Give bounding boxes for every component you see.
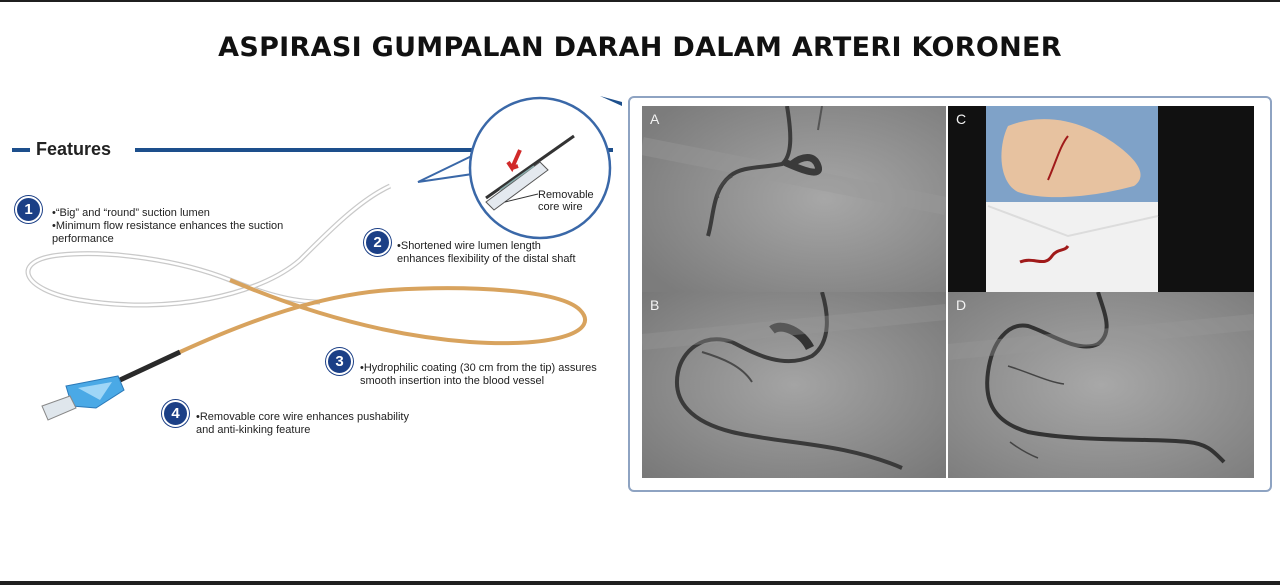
features-heading: Features xyxy=(36,139,112,159)
panel-b-letter: B xyxy=(650,297,660,313)
catheter-illustration xyxy=(0,90,626,450)
panel-c xyxy=(948,106,1254,292)
callout-line-1: Removable xyxy=(538,189,594,201)
feature-1-line-2: •Minimum flow resistance enhances the suction xyxy=(52,220,284,232)
panel-a xyxy=(642,106,946,292)
feature-text-1 xyxy=(52,207,283,246)
bottom-border xyxy=(0,581,1280,585)
feature-badge-2: 2 xyxy=(364,229,391,256)
panel-d xyxy=(948,292,1254,478)
feature-text-3 xyxy=(360,362,597,388)
feature-1-line-1: •“Big” and “round” suction lumen xyxy=(52,207,210,219)
panel-d-letter: D xyxy=(956,297,967,313)
panel-b-angiogram-image xyxy=(642,292,946,478)
top-border xyxy=(0,0,1280,2)
feature-badge-3: 3 xyxy=(326,348,353,375)
page-title: ASPIRASI GUMPALAN DARAH DALAM ARTERI KORONER xyxy=(218,32,1062,63)
panel-c-letter: C xyxy=(956,111,967,127)
feature-text-2 xyxy=(397,240,576,266)
feature-1-line-3: performance xyxy=(52,233,114,245)
panel-a-angiogram-image xyxy=(642,106,946,292)
feature-2-line-2: enhances flexibility of the distal shaft xyxy=(397,253,576,265)
panel-a-letter: A xyxy=(650,111,660,127)
feature-badge-4: 4 xyxy=(162,400,189,427)
feature-badge-1: 1 xyxy=(15,196,42,223)
feature-3-line-2: smooth insertion into the blood vessel xyxy=(360,375,545,387)
panel-d-angiogram-image xyxy=(948,292,1254,478)
panel-b xyxy=(642,292,946,478)
feature-4-line-1: •Removable core wire enhances pushability xyxy=(196,411,409,423)
feature-3-line-1: •Hydrophilic coating (30 cm from the tip) assures xyxy=(360,362,597,374)
panel-c-clot-photo xyxy=(948,106,1254,292)
callout-line-2: core wire xyxy=(538,201,583,213)
callout-label xyxy=(538,189,594,213)
feature-2-line-1: •Shortened wire lumen length xyxy=(397,240,541,252)
feature-4-line-2: and anti-kinking feature xyxy=(196,424,311,436)
feature-text-4 xyxy=(196,411,409,437)
